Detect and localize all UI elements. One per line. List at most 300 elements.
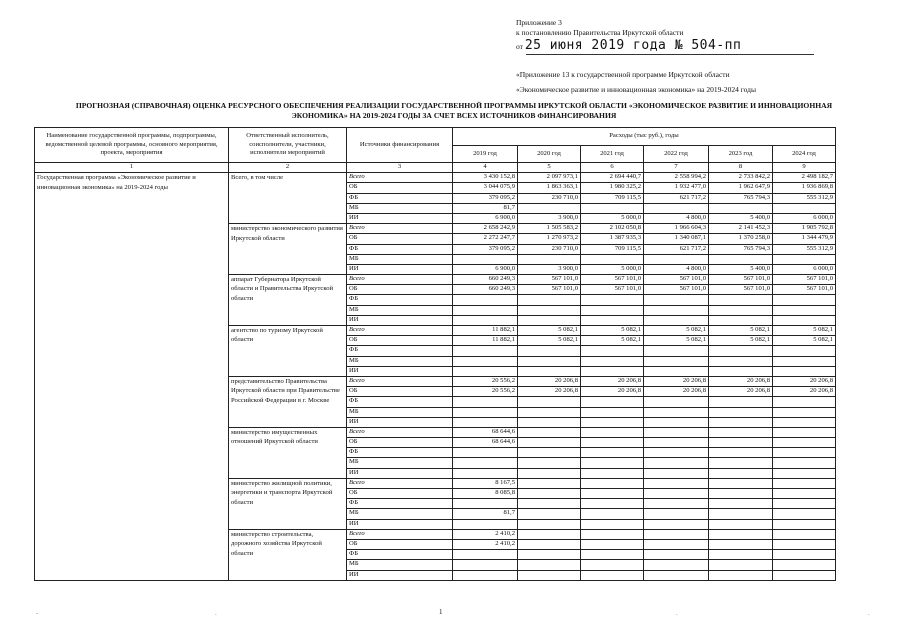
value-cell [773, 427, 836, 437]
value-cell [518, 529, 581, 539]
value-cell: 4 800,0 [644, 213, 709, 223]
value-cell [453, 519, 518, 529]
value-cell: 2 558 994,2 [644, 173, 709, 183]
value-cell [644, 254, 709, 264]
header-year-1: 2019 год [453, 145, 518, 163]
value-cell [644, 397, 709, 407]
value-cell: 5 082,1 [581, 336, 644, 346]
value-cell [581, 458, 644, 468]
source-cell: ИИ [347, 519, 453, 529]
value-cell: 567 101,0 [773, 275, 836, 285]
value-cell: 1 932 477,0 [644, 183, 709, 193]
value-cell [644, 305, 709, 315]
value-cell [581, 397, 644, 407]
source-cell: МБ [347, 560, 453, 570]
value-cell: 1 344 479,9 [773, 234, 836, 244]
value-cell [453, 356, 518, 366]
value-cell [773, 366, 836, 376]
header-year-4: 2022 год [644, 145, 709, 163]
value-cell [773, 305, 836, 315]
value-cell: 20 206,8 [581, 387, 644, 397]
value-cell: 2 141 452,3 [709, 224, 773, 234]
value-cell [581, 427, 644, 437]
value-cell [709, 438, 773, 448]
value-cell [453, 560, 518, 570]
value-cell [709, 478, 773, 488]
value-cell [644, 570, 709, 580]
source-cell: ОБ [347, 438, 453, 448]
value-cell [518, 417, 581, 427]
value-cell: 1 370 258,0 [709, 234, 773, 244]
value-cell: 765 794,3 [709, 244, 773, 254]
value-cell [581, 570, 644, 580]
value-cell [773, 448, 836, 458]
value-cell: 20 556,2 [453, 387, 518, 397]
value-cell [773, 254, 836, 264]
appendix-line-1: Приложение 3 [516, 18, 562, 27]
table-row [35, 173, 836, 183]
value-cell: 5 082,1 [709, 326, 773, 336]
value-cell [709, 468, 773, 478]
source-cell: ФБ [347, 397, 453, 407]
source-cell: ФБ [347, 499, 453, 509]
page-number: 1 [439, 608, 443, 616]
value-cell: 5 082,1 [709, 336, 773, 346]
value-cell [581, 356, 644, 366]
value-cell [644, 529, 709, 539]
value-cell [581, 478, 644, 488]
value-cell [709, 489, 773, 499]
value-cell [453, 397, 518, 407]
value-cell [773, 478, 836, 488]
value-cell: 5 082,1 [644, 336, 709, 346]
value-cell [709, 346, 773, 356]
value-cell: 20 206,8 [709, 387, 773, 397]
value-cell: 1 270 973,2 [518, 234, 581, 244]
header-expenses: Расходы (тыс руб.), годы [453, 128, 836, 146]
value-cell: 1 387 935,3 [581, 234, 644, 244]
source-cell: ФБ [347, 448, 453, 458]
value-cell [453, 346, 518, 356]
source-cell: ИИ [347, 213, 453, 223]
value-cell [518, 539, 581, 549]
value-cell [709, 295, 773, 305]
source-cell: Всего [347, 275, 453, 285]
value-cell [773, 499, 836, 509]
value-cell [453, 305, 518, 315]
source-cell: ИИ [347, 315, 453, 325]
value-cell: 5 082,1 [518, 336, 581, 346]
value-cell: 567 101,0 [709, 285, 773, 295]
value-cell [581, 560, 644, 570]
program-name-cell: Государственная программа «Экономическое развитие и инновационная экономика» на 2019-2024 годы [35, 173, 229, 581]
value-cell: 68 644,6 [453, 438, 518, 448]
value-cell: 3 900,0 [518, 264, 581, 274]
value-cell [518, 509, 581, 519]
source-cell: МБ [347, 305, 453, 315]
value-cell [581, 346, 644, 356]
source-cell: МБ [347, 509, 453, 519]
value-cell: 2 410,2 [453, 539, 518, 549]
decree-prefix: от [516, 42, 523, 51]
value-cell: 567 101,0 [518, 275, 581, 285]
value-cell [644, 478, 709, 488]
source-cell: ИИ [347, 264, 453, 274]
source-cell: ОБ [347, 489, 453, 499]
value-cell [773, 438, 836, 448]
source-cell: Всего [347, 529, 453, 539]
value-cell: 660 249,3 [453, 275, 518, 285]
source-cell: ОБ [347, 387, 453, 397]
source-cell: МБ [347, 458, 453, 468]
value-cell [644, 560, 709, 570]
value-cell [773, 203, 836, 213]
value-cell [773, 519, 836, 529]
executor-cell: министерство жилищной политики, энергетики и транспорта Иркутской области [229, 478, 347, 529]
footer-dash-left: - [36, 609, 39, 617]
column-number-3: 3 [347, 163, 453, 173]
value-cell [644, 509, 709, 519]
executor-cell: Всего, в том числе [229, 173, 347, 224]
value-cell [773, 550, 836, 560]
value-cell [518, 295, 581, 305]
value-cell: 20 206,8 [644, 387, 709, 397]
value-cell [644, 203, 709, 213]
source-cell: ФБ [347, 346, 453, 356]
value-cell: 709 115,5 [581, 193, 644, 203]
value-cell: 2 694 440,7 [581, 173, 644, 183]
source-cell: Всего [347, 427, 453, 437]
value-cell: 379 095,2 [453, 193, 518, 203]
value-cell [518, 397, 581, 407]
value-cell: 709 115,5 [581, 244, 644, 254]
value-cell [709, 254, 773, 264]
value-cell [518, 438, 581, 448]
value-cell [453, 295, 518, 305]
value-cell [518, 489, 581, 499]
value-cell [518, 519, 581, 529]
value-cell: 6 000,0 [773, 213, 836, 223]
value-cell [581, 305, 644, 315]
value-cell [644, 346, 709, 356]
value-cell [518, 468, 581, 478]
value-cell [644, 550, 709, 560]
source-cell: Всего [347, 376, 453, 386]
value-cell [709, 560, 773, 570]
value-cell [518, 570, 581, 580]
value-cell: 5 082,1 [773, 326, 836, 336]
value-cell [581, 315, 644, 325]
column-number-8: 8 [709, 163, 773, 173]
appendix-header [516, 18, 562, 28]
value-cell: 621 717,2 [644, 193, 709, 203]
source-cell: Всего [347, 224, 453, 234]
value-cell [453, 570, 518, 580]
appendix-decree-line [516, 28, 683, 38]
column-number-7: 7 [644, 163, 709, 173]
source-cell: МБ [347, 407, 453, 417]
value-cell [644, 315, 709, 325]
value-cell [644, 468, 709, 478]
value-cell [644, 489, 709, 499]
executor-cell: агентство по туризму Иркутской области [229, 326, 347, 377]
value-cell [453, 417, 518, 427]
value-cell [644, 417, 709, 427]
source-cell: ИИ [347, 468, 453, 478]
header-row-1 [35, 128, 836, 146]
header-name: Наименование государственной программы, подпрограммы, ведомственной целевой программы, основного мероприятия, проекта, мероприятия [35, 128, 229, 163]
value-cell [773, 295, 836, 305]
value-cell: 567 101,0 [644, 285, 709, 295]
value-cell [518, 448, 581, 458]
value-cell: 5 000,0 [581, 264, 644, 274]
column-number-6: 6 [581, 163, 644, 173]
value-cell [773, 356, 836, 366]
value-cell: 230 710,0 [518, 193, 581, 203]
executor-cell: министерство имущественных отношений Иркутской области [229, 427, 347, 478]
column-number-4: 4 [453, 163, 518, 173]
value-cell [581, 539, 644, 549]
value-cell [581, 203, 644, 213]
value-cell [709, 509, 773, 519]
value-cell [773, 458, 836, 468]
value-cell [709, 397, 773, 407]
value-cell: 6 900,0 [453, 264, 518, 274]
value-cell: 379 095,2 [453, 244, 518, 254]
value-cell [773, 417, 836, 427]
value-cell: 567 101,0 [518, 285, 581, 295]
value-cell: 20 206,8 [644, 376, 709, 386]
value-cell [581, 499, 644, 509]
value-cell [518, 366, 581, 376]
value-cell: 5 082,1 [644, 326, 709, 336]
value-cell: 5 082,1 [581, 326, 644, 336]
value-cell [773, 570, 836, 580]
column-number-1: 1 [35, 163, 229, 173]
value-cell: 81,7 [453, 203, 518, 213]
executor-cell: министерство строительства, дорожного хозяйства Иркутской области [229, 529, 347, 580]
value-cell [581, 366, 644, 376]
value-cell [773, 489, 836, 499]
value-cell: 567 101,0 [581, 285, 644, 295]
value-cell [581, 550, 644, 560]
value-cell: 5 082,1 [518, 326, 581, 336]
value-cell [644, 356, 709, 366]
header-year-2: 2020 год [518, 145, 581, 163]
value-cell [709, 448, 773, 458]
value-cell [644, 448, 709, 458]
executor-cell: аппарат Губернатора Иркутской области и Правительства Иркутской области [229, 275, 347, 326]
source-cell: ОБ [347, 183, 453, 193]
value-cell: 20 206,8 [518, 376, 581, 386]
decree-handwritten: 25 июня 2019 года № 504-пп [524, 38, 742, 53]
value-cell: 660 249,3 [453, 285, 518, 295]
value-cell [709, 305, 773, 315]
source-cell: МБ [347, 356, 453, 366]
source-cell: Всего [347, 173, 453, 183]
value-cell [518, 203, 581, 213]
value-cell [773, 397, 836, 407]
value-cell: 11 882,1 [453, 336, 518, 346]
value-cell [581, 468, 644, 478]
value-cell: 5 400,0 [709, 264, 773, 274]
value-cell [773, 346, 836, 356]
footer-dash-right: . [868, 609, 870, 617]
value-cell: 8 167,5 [453, 478, 518, 488]
value-cell [709, 529, 773, 539]
value-cell: 567 101,0 [773, 285, 836, 295]
value-cell [581, 417, 644, 427]
value-cell: 1 966 604,3 [644, 224, 709, 234]
footer-dash-mid-left: . [215, 609, 217, 617]
value-cell [709, 519, 773, 529]
executor-cell: министерство экономического развития Иркутской области [229, 224, 347, 275]
source-cell: ОБ [347, 539, 453, 549]
value-cell [453, 458, 518, 468]
value-cell: 5 400,0 [709, 213, 773, 223]
value-cell [453, 550, 518, 560]
value-cell: 621 717,2 [644, 244, 709, 254]
value-cell: 20 206,8 [581, 376, 644, 386]
value-cell [709, 366, 773, 376]
value-cell: 20 206,8 [773, 376, 836, 386]
source-cell: ОБ [347, 336, 453, 346]
value-cell: 1 962 647,9 [709, 183, 773, 193]
value-cell [581, 254, 644, 264]
value-cell [773, 509, 836, 519]
value-cell [581, 407, 644, 417]
value-cell: 6 900,0 [453, 213, 518, 223]
value-cell: 567 101,0 [709, 275, 773, 285]
value-cell [453, 254, 518, 264]
program-ref-line-1: «Приложение 13 к государственной программе Иркутской области [516, 70, 730, 79]
source-cell: ОБ [347, 285, 453, 295]
value-cell [644, 295, 709, 305]
value-cell: 555 312,9 [773, 193, 836, 203]
value-cell [709, 315, 773, 325]
value-cell [518, 356, 581, 366]
value-cell: 1 863 363,1 [518, 183, 581, 193]
value-cell [518, 499, 581, 509]
value-cell [709, 417, 773, 427]
value-cell: 6 000,0 [773, 264, 836, 274]
value-cell: 1 505 583,2 [518, 224, 581, 234]
value-cell: 555 312,9 [773, 244, 836, 254]
appendix-line-2: к постановлению Правительства Иркутской области [516, 28, 684, 37]
value-cell [581, 509, 644, 519]
value-cell [773, 529, 836, 539]
title-line-1: ПРОГНОЗНАЯ (СПРАВОЧНАЯ) ОЦЕНКА РЕСУРСНОГО ОБЕСПЕЧЕНИЯ РЕАЛИЗАЦИИ ГОСУДАРСТВЕННОЙ ПРОГРАММЫ ИРКУТСКОЙ ОБЛАСТИ «ЭКОНОМИЧЕСКОЕ РАЗВИТИЕ И ИННОВАЦИОННАЯ [75, 101, 833, 110]
source-cell: ФБ [347, 244, 453, 254]
source-cell: ФБ [347, 550, 453, 560]
value-cell [644, 458, 709, 468]
header-year-5: 2023 год [709, 145, 773, 163]
value-cell [644, 539, 709, 549]
value-cell [644, 366, 709, 376]
value-cell: 2 498 182,7 [773, 173, 836, 183]
header-source: Источники финансирования [347, 128, 453, 163]
value-cell [709, 356, 773, 366]
source-cell: ОБ [347, 234, 453, 244]
value-cell: 1 905 792,8 [773, 224, 836, 234]
value-cell [581, 438, 644, 448]
value-cell: 5 082,1 [773, 336, 836, 346]
value-cell [581, 489, 644, 499]
value-cell [773, 539, 836, 549]
value-cell: 1 980 325,2 [581, 183, 644, 193]
program-ref-line-2: «Экономическое развитие и инновационная экономика» на 2019-2024 годы [516, 85, 756, 94]
value-cell: 68 644,6 [453, 427, 518, 437]
decree-underline [526, 54, 814, 55]
header-year-3: 2021 год [581, 145, 644, 163]
column-number-9: 9 [773, 163, 836, 173]
value-cell [518, 305, 581, 315]
value-cell [581, 529, 644, 539]
value-cell: 3 900,0 [518, 213, 581, 223]
value-cell [453, 407, 518, 417]
executor-cell: представительство Правительства Иркутской области при Правительстве Российской Федерации в г. Москве [229, 376, 347, 427]
title-line-2: ЭКОНОМИКА» НА 2019-2024 ГОДЫ ЗА СЧЕТ ВСЕХ ИСТОЧНИКОВ ФИНАНСИРОВАНИЯ [291, 110, 617, 120]
value-cell [518, 478, 581, 488]
value-cell: 1 340 087,1 [644, 234, 709, 244]
value-cell: 8 085,8 [453, 489, 518, 499]
source-cell: МБ [347, 254, 453, 264]
document-title [34, 101, 874, 120]
value-cell: 2 658 242,9 [453, 224, 518, 234]
column-numbers-row [35, 163, 836, 173]
value-cell [518, 550, 581, 560]
value-cell [518, 560, 581, 570]
value-cell: 567 101,0 [644, 275, 709, 285]
header-executor: Ответственный исполнитель, соисполнители, участники, исполнители мероприятий [229, 128, 347, 163]
value-cell [581, 448, 644, 458]
header-year-6: 2024 год [773, 145, 836, 163]
value-cell [709, 407, 773, 417]
column-number-5: 5 [518, 163, 581, 173]
source-cell: ИИ [347, 570, 453, 580]
value-cell [709, 539, 773, 549]
value-cell: 11 882,1 [453, 326, 518, 336]
source-cell: ФБ [347, 193, 453, 203]
value-cell [709, 570, 773, 580]
value-cell: 1 936 869,8 [773, 183, 836, 193]
decree-date-number [516, 38, 741, 53]
value-cell: 5 000,0 [581, 213, 644, 223]
value-cell [709, 203, 773, 213]
source-cell: Всего [347, 478, 453, 488]
value-cell [709, 499, 773, 509]
source-cell: ИИ [347, 366, 453, 376]
value-cell: 4 800,0 [644, 264, 709, 274]
value-cell [581, 295, 644, 305]
value-cell [518, 427, 581, 437]
source-cell: Всего [347, 326, 453, 336]
value-cell: 81,7 [453, 509, 518, 519]
value-cell [644, 407, 709, 417]
value-cell [518, 346, 581, 356]
value-cell [453, 315, 518, 325]
program-reference [516, 67, 756, 97]
value-cell [773, 468, 836, 478]
value-cell [453, 499, 518, 509]
source-cell: ФБ [347, 295, 453, 305]
table-body [35, 128, 836, 581]
footer-dash-mid-right: . [676, 609, 678, 617]
value-cell [709, 458, 773, 468]
value-cell [581, 519, 644, 529]
source-cell: МБ [347, 203, 453, 213]
value-cell [453, 468, 518, 478]
